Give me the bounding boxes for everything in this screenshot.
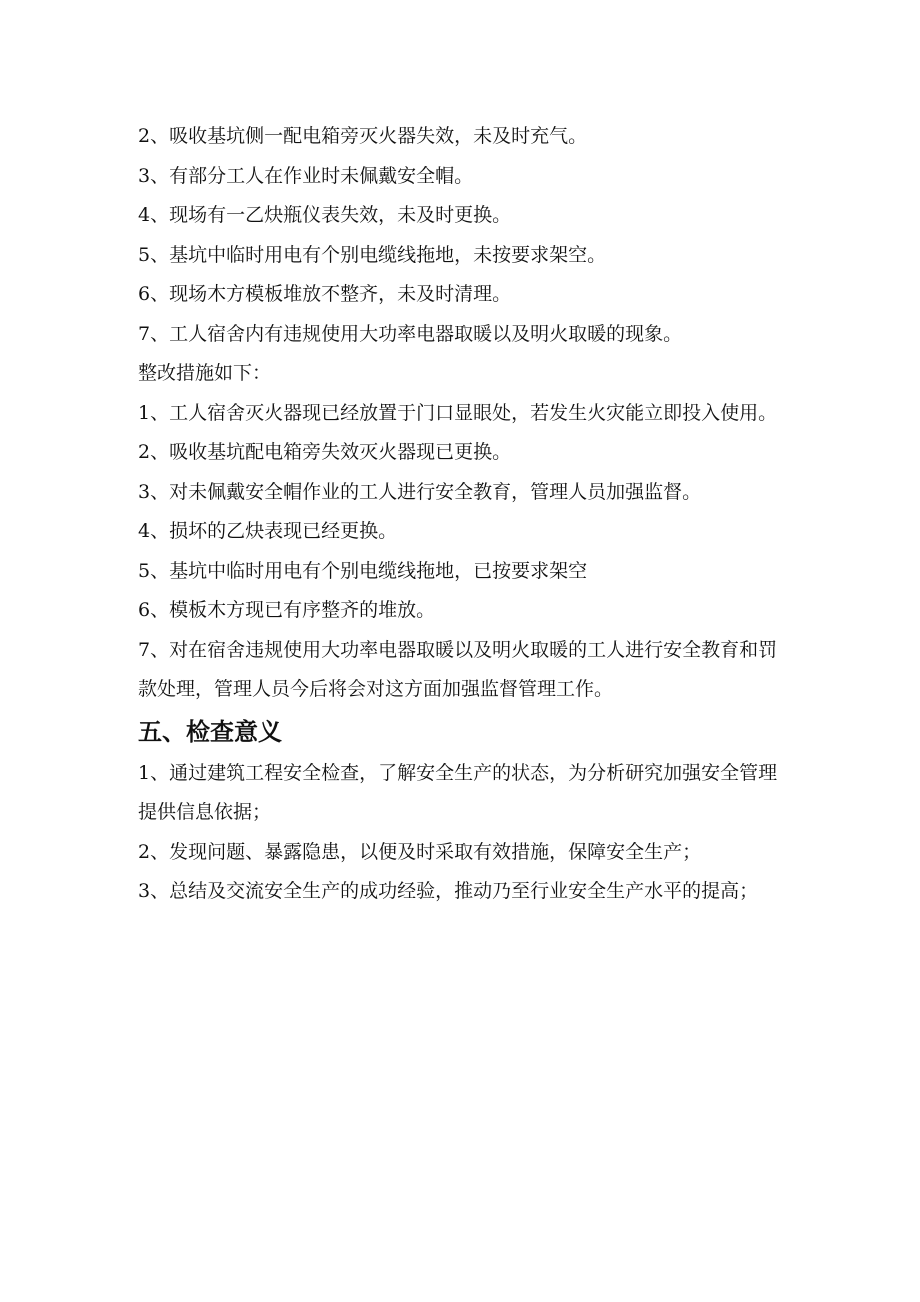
problem-item-7: 7、工人宿舍内有违规使用大功率电器取暖以及明火取暖的现象。 [138,322,683,345]
significance-item-1: 1、通过建筑工程安全检查，了解安全生产的状态，为分析研究加强安全管理提供信息依据； [138,761,778,823]
measures-heading: 整改措施如下： [138,362,272,384]
measure-item-7: 7、对在宿舍违规使用大功率电器取暖以及明火取暖的工人进行安全教育和罚款处理，管理人员今后将会对这方面加强监督管理工作。 [138,638,778,700]
problem-item-6: 6、现场木方模板堆放不整齐，未及时清理。 [138,283,512,305]
problem-item-5: 5、基坑中临时用电有个别电缆线拖地，未按要求架空。 [138,243,607,266]
measure-item-5: 5、基坑中临时用电有个别电缆线拖地，已按要求架空 [138,559,588,582]
measure-item-3: 3、对未佩戴安全帽作业的工人进行安全教育，管理人员加强监督。 [138,480,702,503]
measure-item-1: 1、工人宿舍灭火器现已经放置于门口显眼处，若发生火灾能立即投入使用。 [138,401,778,424]
measure-item-4: 4、损坏的乙炔表现已经更换。 [138,520,398,542]
section-heading-significance: 五、检查意义 [138,717,282,746]
significance-item-2: 2、发现问题、暴露隐患，以便及时采取有效措施，保障安全生产； [138,840,702,863]
problem-item-4: 4、现场有一乙炔瓶仪表失效，未及时更换。 [138,204,512,226]
problem-item-2: 2、吸收基坑侧一配电箱旁灭火器失效，未及时充气。 [138,125,588,147]
problem-item-3: 3、有部分工人在作业时未佩戴安全帽。 [138,164,474,187]
measure-item-2: 2、吸收基坑配电箱旁失效灭火器现已更换。 [138,441,512,463]
measure-item-6: 6、模板木方现已有序整齐的堆放。 [138,599,436,621]
document-body [138,117,788,912]
significance-item-3: 3、总结及交流安全生产的成功经验，推动乃至行业安全生产水平的提高； [138,880,759,902]
